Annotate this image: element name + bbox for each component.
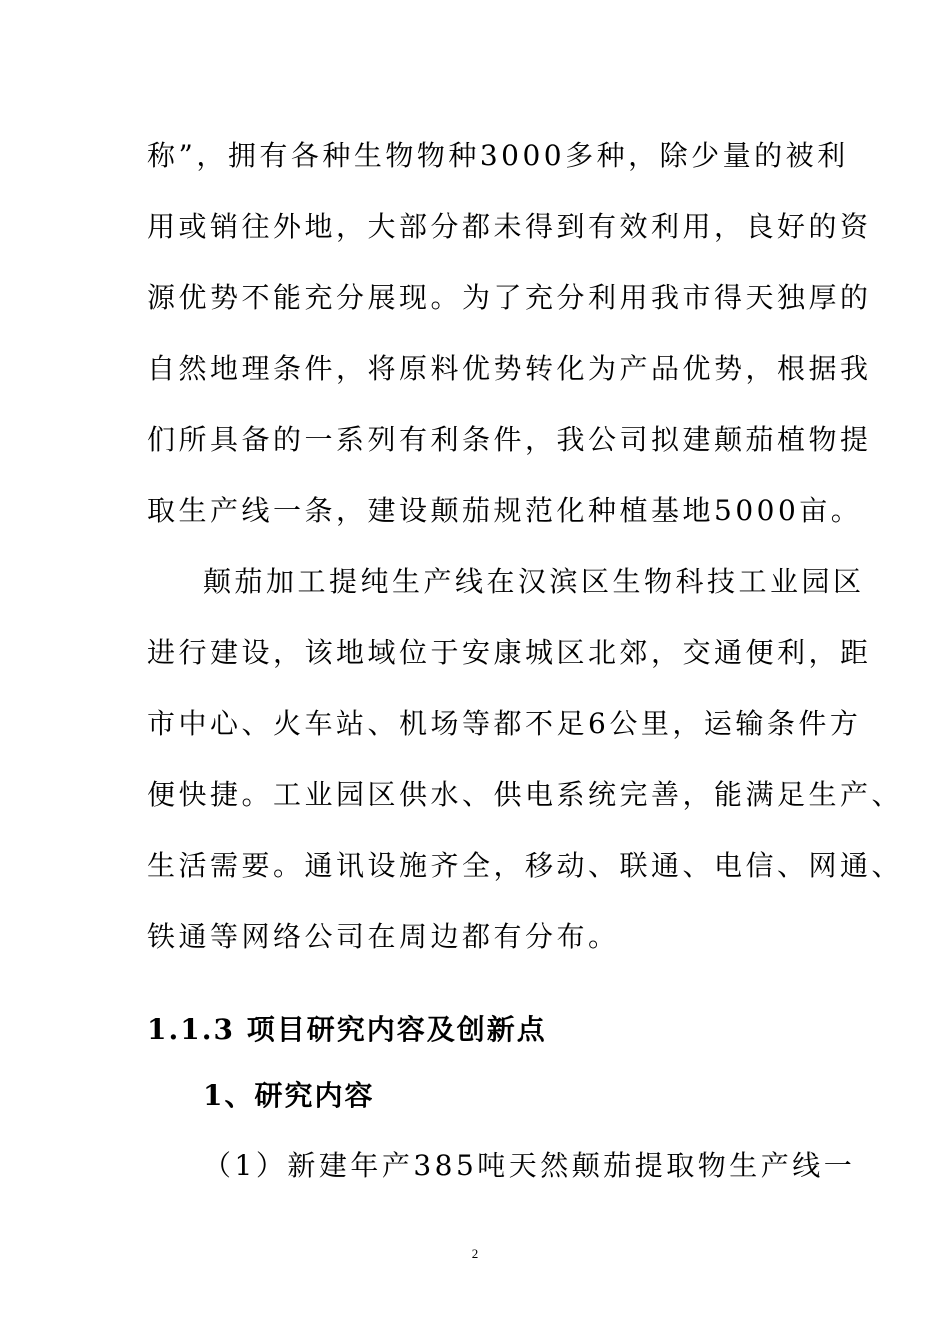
section-heading: 1.1.3 项目研究内容及创新点 [147,1013,547,1046]
paragraph-line: 源优势不能充分展现。为了充分利用我市得天独厚的 [147,281,872,314]
paragraph-line: 便快捷。工业园区供水、供电系统完善，能满足生产、 [147,778,904,811]
paragraph-line: 进行建设，该地域位于安康城区北郊，交通便利，距 [147,636,872,669]
paragraph-line: 用或销往外地，大部分都未得到有效利用，良好的资 [147,210,872,243]
paragraph-line: 称”，拥有各种生物物种3000多种，除少量的被利 [147,139,849,172]
paragraph-line: 市中心、火车站、机场等都不足6公里，运输条件方 [147,707,862,740]
paragraph-line: 取生产线一条，建设颠茄规范化种植基地5000亩。 [147,494,863,527]
paragraph-line: 生活需要。通讯设施齐全，移动、联通、电信、网通、 [147,849,904,882]
subheading: 1、研究内容 [203,1079,375,1112]
paragraph-line: 们所具备的一系列有利条件，我公司拟建颠茄植物提 [147,423,872,456]
paragraph-line: 颠茄加工提纯生产线在汉滨区生物科技工业园区 [203,565,865,598]
list-item-line: （1）新建年产385吨天然颠茄提取物生产线一 [203,1149,856,1182]
paragraph-line: 自然地理条件，将原料优势转化为产品优势，根据我 [147,352,872,385]
page-number: 2 [471,1246,479,1261]
paragraph-line: 铁通等网络公司在周边都有分布。 [147,920,620,953]
